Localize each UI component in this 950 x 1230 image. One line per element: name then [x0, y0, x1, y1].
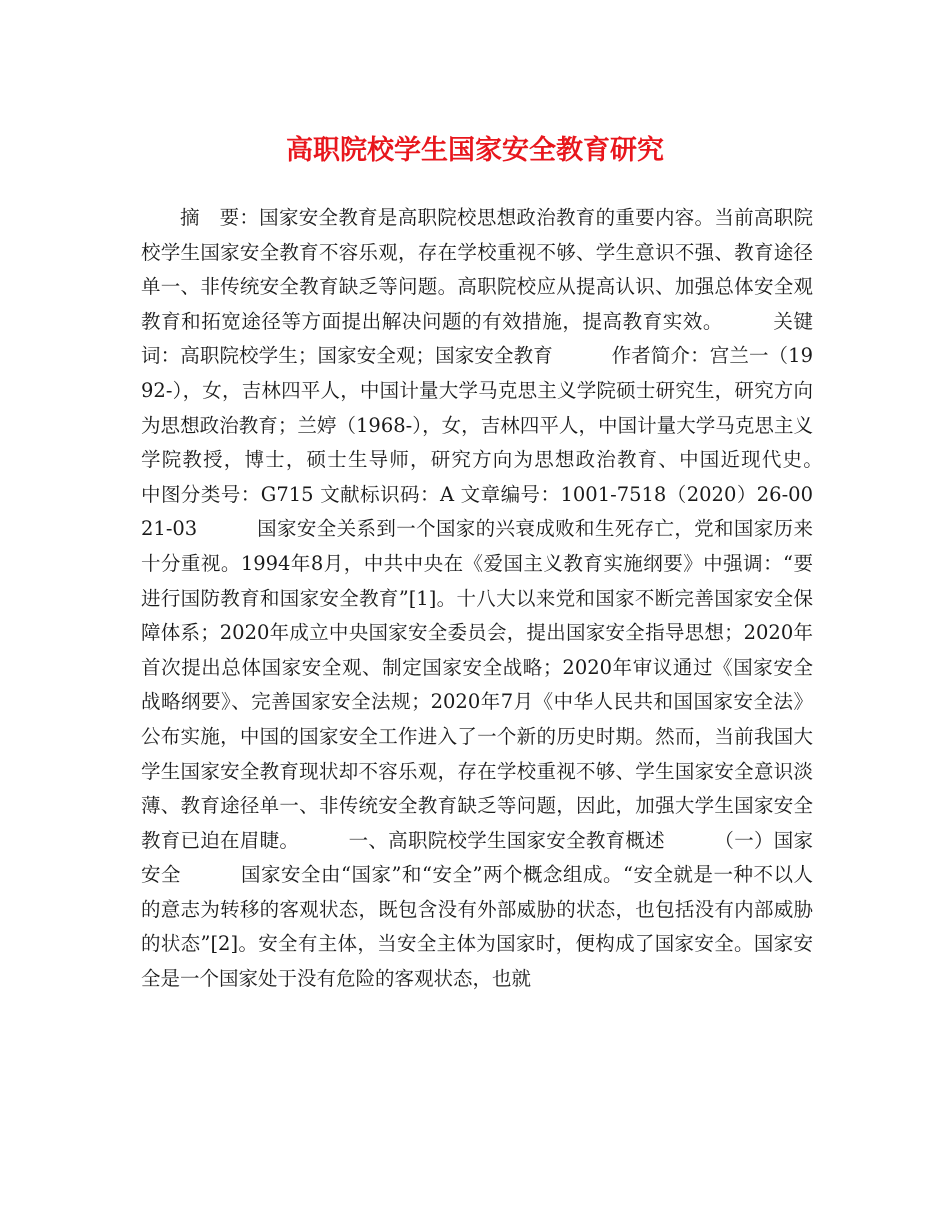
document-body — [141, 201, 872, 997]
document-title: 高职院校学生国家安全教育研究 — [286, 135, 664, 166]
body-paragraph: 摘 要：国家安全教育是高职院校思想政治教育的重要内容。当前高职院校学生国家安全教育不容乐观，存在学校重视不够、学生意识不强、教育途径单一、非传统安全教育缺乏等问题。高职院校应从提高认识、加强总体安全观教育和拓宽途径等方面提出解决问题的有效措施，提高教育实效。 关键词：高职院校学生；国家安全观；国家安全教育 作者简介：宫兰一（1992-），女，吉林四平人，中国计量大学马克思主义学院硕士研究生，研究方向为思想政治教育；兰婷（1968-），女，吉林四平人，中国计量大学马克思主义学院教授，博士，硕士生导师，研究方向为思想政治教育、中国近现代史。 中图分类号：G715 文献标识码：A 文章编号：1001-7518（2020）26-0021-03 国家安全关系到一个国家的兴衰成败和生死存亡，党和国家历来十分重视。1994年8月，中共中央在《爱国主义教育实施纲要》中强调：“要进行国防教育和国家安全教育”[1]。十八大以来党和国家不断完善国家安全保障体系；2020年成立中央国家安全委员会，提出国家安全指导思想；2020年首次提出总体国家安全观、制定国家安全战略；2020年审议通过《国家安全战略纲要》、完善国家安全法规；2020年7月《中华人民共和国国家安全法》公布实施，中国的国家安全工作进入了一个新的历史时期。然而，当前我国大学生国家安全教育现状却不容乐观，存在学校重视不够、学生国家安全意识淡薄、教育途径单一、非传统安全教育缺乏等问题，因此，加强大学生国家安全教育已迫在眉睫。 一、高职院校学生国家安全教育概述 （一）国家安全 国家安全由“国家”和“安全”两个概念组成。“安全就是一种不以人的意志为转移的客观状态，既包含没有外部威胁的状态，也包括没有内部威胁的状态”[2]。安全有主体，当安全主体为国家时，便构成了国家安全。国家安全是一个国家处于没有危险的客观状态，也就 — [141, 206, 872, 991]
